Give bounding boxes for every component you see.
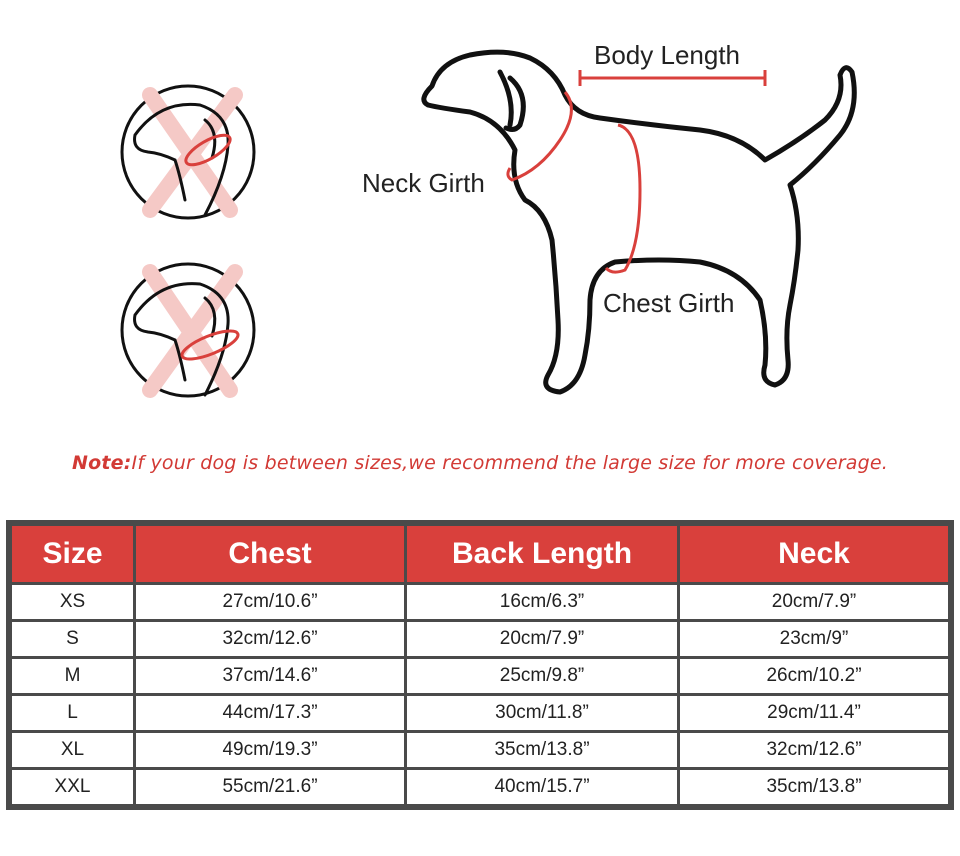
cell-neck: 32cm/12.6”	[680, 733, 948, 767]
cell-size: M	[12, 659, 133, 693]
header-chest: Chest	[136, 526, 404, 582]
table-row	[12, 733, 948, 767]
cell-neck: 20cm/7.9”	[680, 585, 948, 619]
cell-back-length: 16cm/6.3”	[407, 585, 677, 619]
cell-chest: 32cm/12.6”	[136, 622, 404, 656]
cell-neck: 23cm/9”	[680, 622, 948, 656]
cell-size: L	[12, 696, 133, 730]
cell-size: S	[12, 622, 133, 656]
cell-size: XS	[12, 585, 133, 619]
cell-neck: 29cm/11.4”	[680, 696, 948, 730]
size-note	[0, 452, 960, 474]
size-table	[9, 523, 951, 807]
cell-chest: 49cm/19.3”	[136, 733, 404, 767]
table-row	[12, 585, 948, 619]
cell-back-length: 35cm/13.8”	[407, 733, 677, 767]
cell-neck: 35cm/13.8”	[680, 770, 948, 804]
size-chart	[6, 520, 954, 810]
chest-girth-label: Chest Girth	[603, 288, 735, 318]
measurement-lines	[508, 70, 765, 272]
neck-girth-label: Neck Girth	[362, 168, 485, 198]
cell-back-length: 25cm/9.8”	[407, 659, 677, 693]
header-back-length: Back Length	[407, 526, 677, 582]
chest-girth-line	[606, 125, 640, 272]
table-header-row	[12, 526, 948, 582]
cell-size: XXL	[12, 770, 133, 804]
cell-chest: 55cm/21.6”	[136, 770, 404, 804]
wrong-measure-illustration	[122, 86, 254, 218]
table-row	[12, 696, 948, 730]
cell-neck: 26cm/10.2”	[680, 659, 948, 693]
cell-back-length: 20cm/7.9”	[407, 622, 677, 656]
cell-size: XL	[12, 733, 133, 767]
table-row	[12, 659, 948, 693]
table-row	[12, 770, 948, 804]
cell-chest: 44cm/17.3”	[136, 696, 404, 730]
body-length-label: Body Length	[594, 40, 741, 70]
cell-chest: 37cm/14.6”	[136, 659, 404, 693]
table-row	[12, 622, 948, 656]
note-text: If your dog is between sizes,we recommend the large size for more coverage.	[131, 452, 888, 474]
cell-chest: 27cm/10.6”	[136, 585, 404, 619]
wrong-measure-illustration-2	[122, 264, 254, 396]
header-size: Size	[12, 526, 133, 582]
note-prefix: Note:	[71, 452, 132, 474]
neck-girth-line	[508, 92, 572, 180]
header-neck: Neck	[680, 526, 948, 582]
cell-back-length: 40cm/15.7”	[407, 770, 677, 804]
cell-back-length: 30cm/11.8”	[407, 696, 677, 730]
